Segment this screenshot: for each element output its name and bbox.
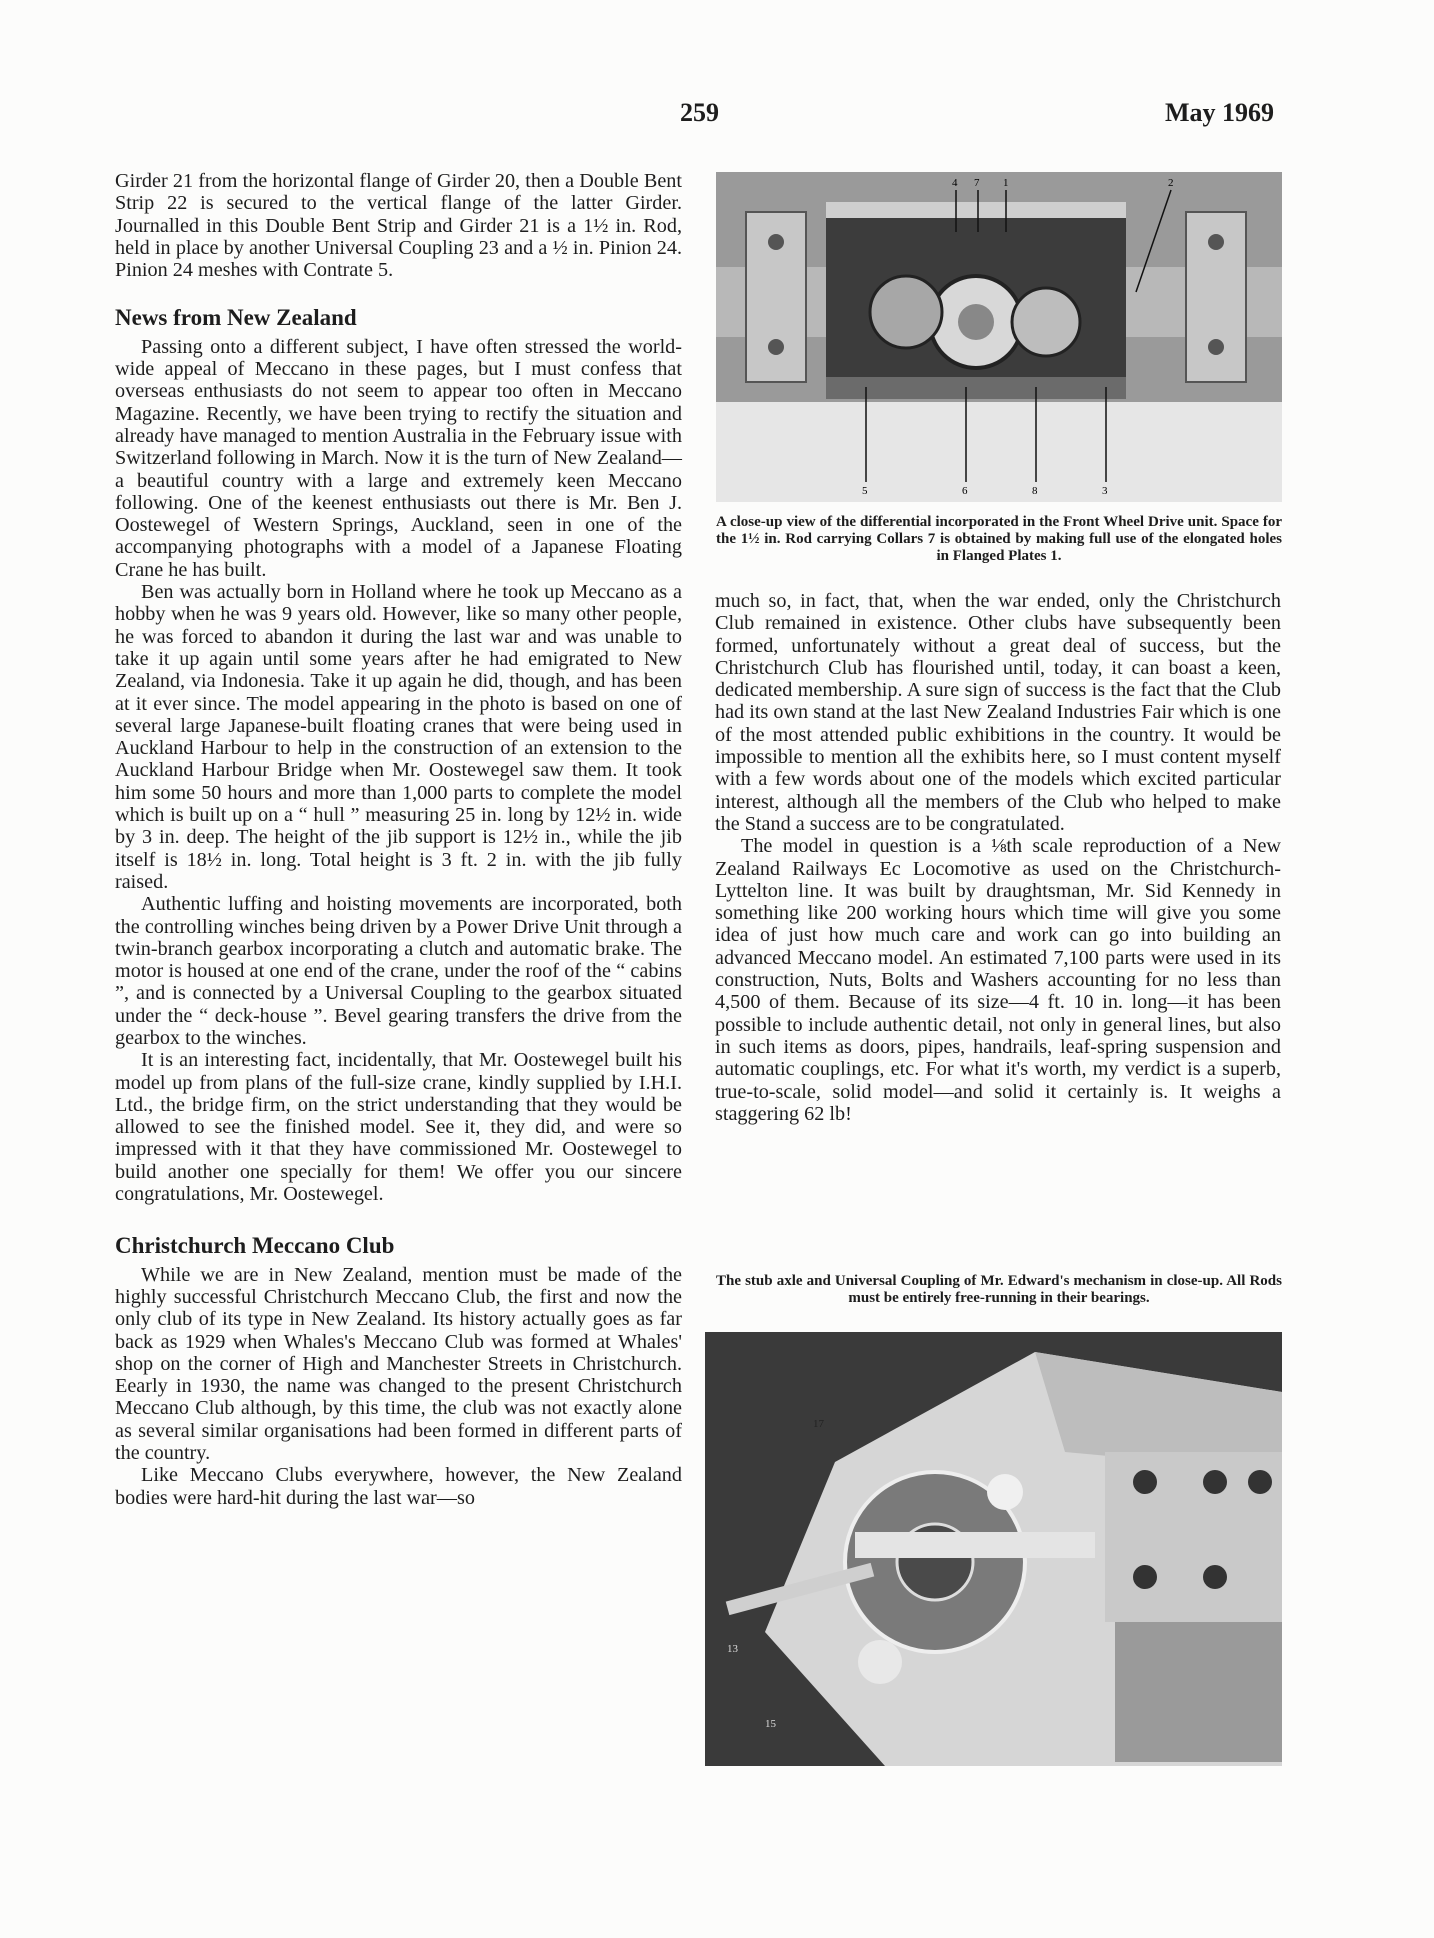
heading-christchurch-meccano-club: Christchurch Meccano Club: [115, 1233, 395, 1259]
paragraph: Authentic luffing and hoisting movements are incorporated, both the controlling winches being driven by a Power Drive Unit through a twin-branch gearbox incorporating a clutch and automatic brake. The motor is housed at one end of the crane, under the roof of the “ cabins ”, and is connected by a Universal Coupling to the gearbox situated under the “ deck-house ”. Bevel gearing transfers the drive from the gearbox to the winches.: [115, 893, 682, 1049]
heading-news-from-new-zealand: News from New Zealand: [115, 305, 357, 331]
page-number: 259: [680, 98, 719, 127]
issue-date: May 1969: [1165, 98, 1275, 127]
photo-caption: The stub axle and Universal Coupling of Mr. Edward's mechanism in close-up. All Rods must be entirely free-running in their bearings.: [716, 1273, 1282, 1306]
photo-label: 5: [862, 485, 868, 497]
photo-label: 1: [1003, 177, 1009, 189]
paragraph: Like Meccano Clubs everywhere, however, the New Zealand bodies were hard-hit during the last war—so: [115, 1464, 682, 1509]
photo-label: 3: [1102, 485, 1108, 497]
intro-paragraph: Girder 21 from the horizontal flange of Girder 20, then a Double Bent Strip 22 is secured to the vertical flange of the latter Girder. Journalled in this Double Bent Strip and Girder 21 is a 1½ in. Rod, held in place by another Universal Coupling 23 and a ½ in. Pinion 24. Pinion 24 meshes with Contrate 5.: [115, 170, 682, 282]
paragraph: The model in question is a ⅛th scale reproduction of a New Zealand Railways Ec Locomotive as used on the Christchurch-Lyttelton line. It was built by draughtsman, Mr. Sid Kennedy in something like 200 working hours which time will give you some idea of just how much care and work can go into building an advanced Meccano model. An estimated 7,100 parts were used in its construction, Nuts, Bolts and Washers accounting for no less than 4,500 of them. Because of its size—4 ft. 10 in. long—it has been possible to include authentic detail, not only in general lines, but also in such items as doors, pipes, handrails, leaf-spring suspension and automatic couplings, etc. For what it's worth, my verdict is a superb, true-to-scale, solid model—and solid it certainly is. It weighs a staggering 62 lb!: [715, 835, 1281, 1125]
photo-caption: A close-up view of the differential incorporated in the Front Wheel Drive unit. Space for the 1½ in. Rod carrying Collars 7 is obtained by making full use of the elongated holes in Flanged Plates 1.: [716, 514, 1282, 564]
paragraph: It is an interesting fact, incidentally, that Mr. Oostewegel built his model up from plans of the full-size crane, kindly supplied by I.H.I. Ltd., the bridge firm, on the strict understanding that they would be allowed to see the finished model. See it, they did, and were so impressed with it that they have commissioned Mr. Oostewegel to build another one specially for them! We offer you our sincere congratulations, Mr. Oostewegel.: [115, 1049, 682, 1206]
differential-photo: [716, 172, 1282, 502]
stub-axle-photo: [705, 1332, 1282, 1766]
paragraph: much so, in fact, that, when the war ended, only the Christchurch Club remained in existence. Other clubs have subsequently been formed, unfortunately without a great deal of success, but the Christchurch Club has flourished until, today, it can boast a keen, dedicated membership. A sure sign of success is the fact that the Club had its own stand at the last New Zealand Industries Fair which is one of the most attended public exhibitions in the country. It would be impossible to mention all the exhibits here, so I must content myself with a few words about one of the models which excited particular interest, although all the members of the Club who helped to make the Stand a success are to be congratulated.: [715, 590, 1281, 835]
photo-label: 4: [952, 177, 958, 189]
left-column: [115, 170, 682, 1509]
photo-label: 17: [813, 1418, 824, 1430]
right-column: [715, 590, 1281, 1125]
photo-label: 6: [962, 485, 968, 497]
paragraph: Passing onto a different subject, I have often stressed the world-wide appeal of Meccano in these pages, but I must confess that overseas enthusiasts do not seem to appear too often in Meccano Magazine. Recently, we have been trying to rectify the situation and already have managed to mention Australia in the February issue with Switzerland following in March. Now it is the turn of New Zealand—a beautiful country with a large and extremely keen Meccano following. One of the keenest enthusiasts out there is Mr. Ben J. Oostewegel of Western Springs, Auckland, seen in one of the accompanying photographs with a model of a Japanese Floating Crane he has built.: [115, 335, 682, 581]
photo-label: 8: [1032, 485, 1038, 497]
paragraph: Ben was actually born in Holland where he took up Meccano as a hobby when he was 9 years old. However, like so many other people, he was forced to abandon it during the last war and was unable to take it up again until some years after he had emigrated to New Zealand, via Indonesia. Take it up again he did, though, and has been at it ever since. The model appearing in the photo is based on one of several large Japanese-built floating cranes that were being used in Auckland Harbour to help in the construction of an extension to the Auckland Harbour Bridge when Mr. Oostewegel saw them. It took him some 50 hours and more than 1,000 parts to complete the model which is built up on a “ hull ” measuring 25 in. long by 12½ in. wide by 3 in. deep. The height of the jib support is 12½ in., while the jib itself is 18½ in. long. Total height is 3 ft. 2 in. with the jib fully raised.: [115, 581, 682, 893]
photo-label: 15: [765, 1718, 776, 1730]
photo-label: 2: [1168, 177, 1174, 189]
photo-label: 7: [974, 177, 980, 189]
paragraph: While we are in New Zealand, mention must be made of the highly successful Christchurch Meccano Club, the first and now the only club of its type in New Zealand. Its history actually goes as far back as 1929 when Whales's Meccano Club was formed at Whales' shop on the corner of High and Manchester Streets in Christchurch. Eearly in 1930, the name was changed to the present Christchurch Meccano Club although, by this time, the club was not exactly alone as several similar organisations had been formed in different parts of the country.: [115, 1263, 682, 1465]
photo-label: 13: [727, 1643, 738, 1655]
